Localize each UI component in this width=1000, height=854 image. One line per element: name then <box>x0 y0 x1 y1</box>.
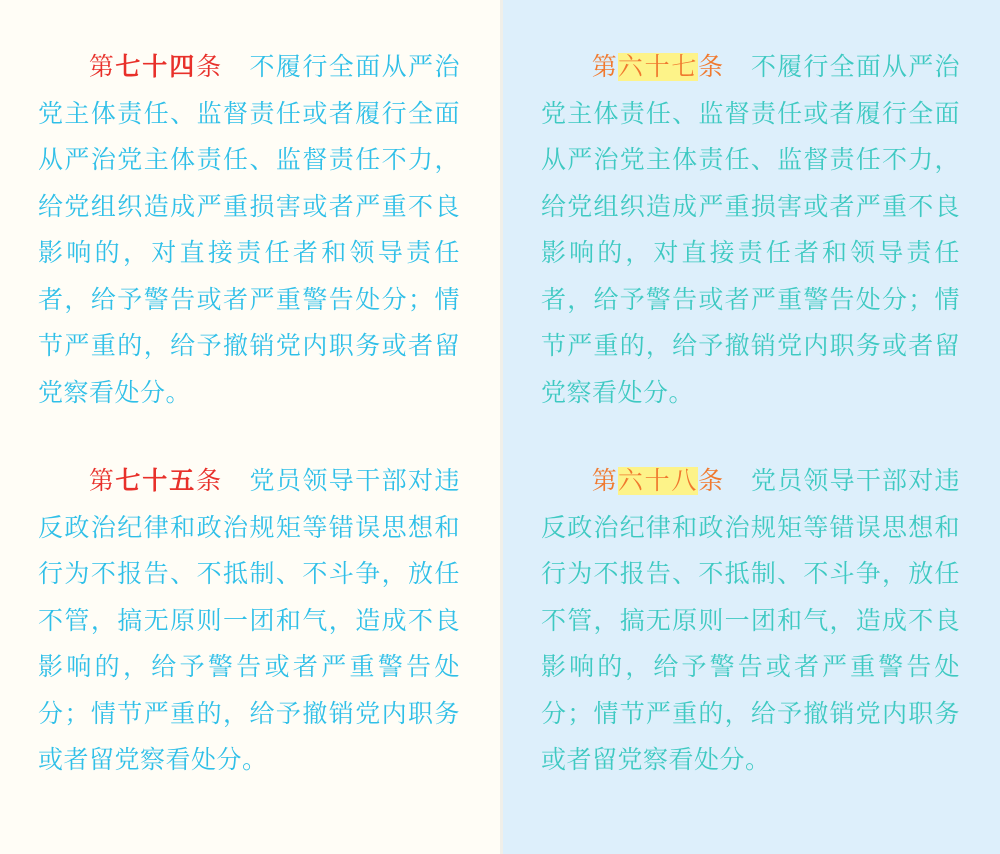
article-block <box>541 458 960 784</box>
article-body: 不履行全面从严治党主体责任、监督责任或者履行全面从严治党主体责任、监督责任不力，给党组织造成严重损害或者严重不良影响的，对直接责任者和领导责任者，给予警告或者严重警告处分；情节严重的，给予撤销党内职务或者留党察看处分。 <box>541 53 960 407</box>
right-column <box>500 0 1000 854</box>
article-paragraph <box>38 458 460 784</box>
article-paragraph <box>38 44 460 416</box>
article-number: 七十四 <box>115 53 197 81</box>
article-label <box>591 467 724 495</box>
article-paragraph <box>541 458 960 784</box>
article-body: 党员领导干部对违反政治纪律和政治规矩等错误思想和行为不报告、不抵制、不斗争，放任不管，搞无原则一团和气，造成不良影响的，给予警告或者严重警告处分；情节严重的，给予撤销党内职务或者留党察看处分。 <box>38 467 460 774</box>
article-label-suffix: 条 <box>196 53 223 81</box>
article-label <box>591 53 724 81</box>
article-label-suffix: 条 <box>698 53 725 81</box>
article-label-prefix: 第 <box>88 467 116 495</box>
article-label-suffix: 条 <box>698 467 725 495</box>
article-label-prefix: 第 <box>591 467 618 495</box>
article-number-highlighted: 六十七 <box>617 53 699 81</box>
article-block <box>38 44 460 416</box>
article-block <box>541 44 960 416</box>
article-label-prefix: 第 <box>591 53 618 81</box>
article-number-highlighted: 六十八 <box>617 467 699 495</box>
article-block <box>38 458 460 784</box>
article-number: 七十五 <box>115 467 197 495</box>
article-label <box>88 467 223 495</box>
article-label-prefix: 第 <box>88 53 116 81</box>
article-body: 党员领导干部对违反政治纪律和政治规矩等错误思想和行为不报告、不抵制、不斗争，放任不管，搞无原则一团和气，造成不良影响的，给予警告或者严重警告处分；情节严重的，给予撤销党内职务或者留党察看处分。 <box>541 467 960 774</box>
article-label <box>88 53 223 81</box>
article-paragraph <box>541 44 960 416</box>
article-body: 不履行全面从严治党主体责任、监督责任或者履行全面从严治党主体责任、监督责任不力，给党组织造成严重损害或者严重不良影响的，对直接责任者和领导责任者，给予警告或者严重警告处分；情节严重的，给予撤销党内职务或者留党察看处分。 <box>38 53 460 407</box>
article-label-suffix: 条 <box>196 467 223 495</box>
